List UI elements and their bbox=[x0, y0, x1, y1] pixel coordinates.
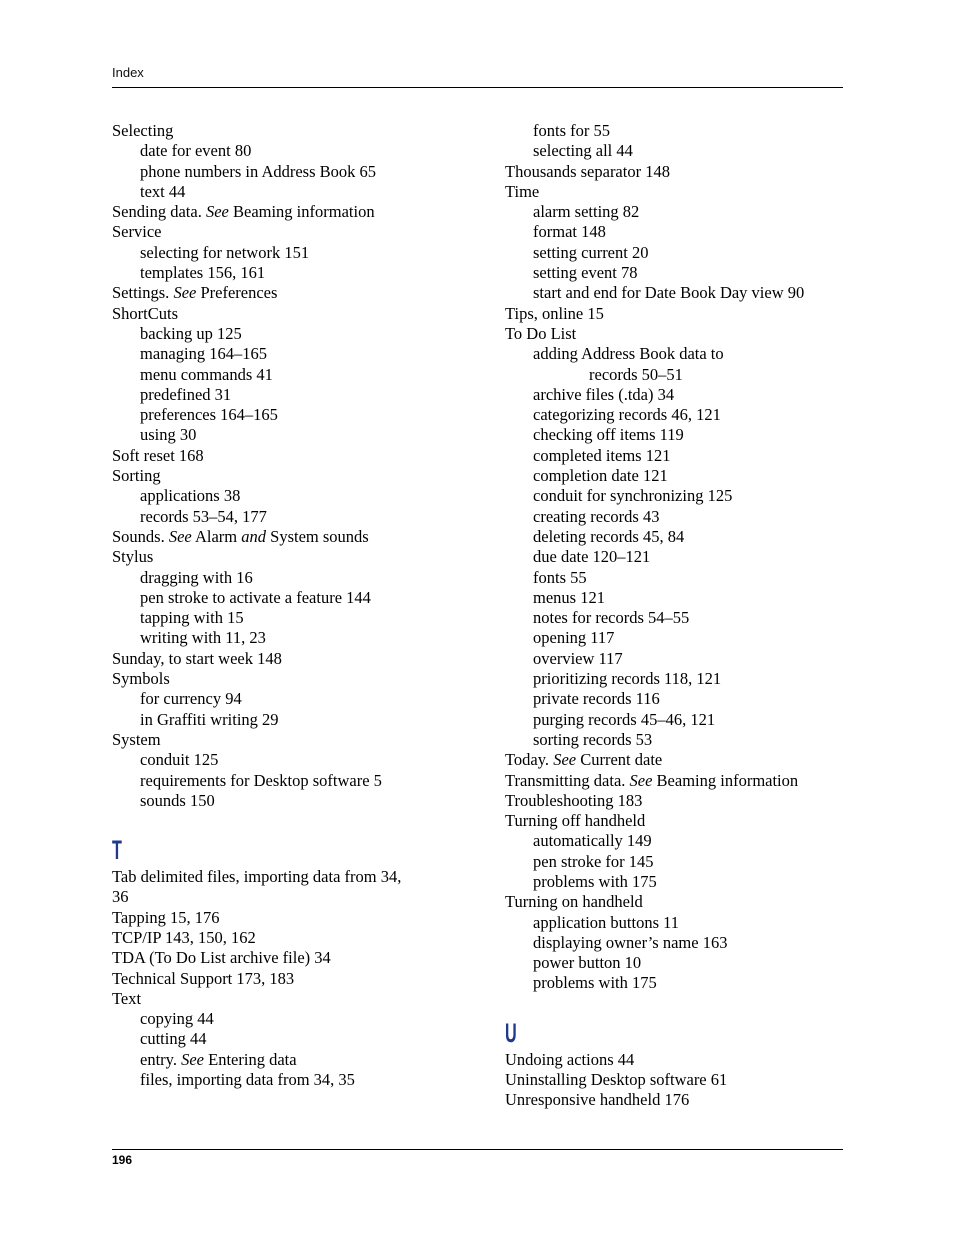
section-gap bbox=[505, 994, 850, 1016]
index-subentry: automatically 149 bbox=[533, 831, 652, 851]
index-subentry: setting current 20 bbox=[533, 242, 649, 262]
index-entry: Sorting bbox=[112, 466, 161, 486]
index-entry-continuation: records 50–51 bbox=[589, 364, 683, 384]
index-subentry: for currency 94 bbox=[140, 689, 242, 709]
index-subentry: backing up 125 bbox=[140, 323, 242, 343]
index-subentry: records 53–54, 177 bbox=[140, 506, 267, 526]
index-subentry: adding Address Book data to bbox=[533, 344, 724, 364]
index-subentry: tapping with 15 bbox=[140, 608, 244, 628]
index-subentry: menu commands 41 bbox=[140, 364, 273, 384]
index-subentry: fonts 55 bbox=[533, 567, 587, 587]
index-subentry: using 30 bbox=[140, 425, 197, 445]
index-entry: Selecting bbox=[112, 121, 174, 140]
index-subentry: categorizing records 46, 121 bbox=[533, 405, 721, 425]
index-subentry: in Graffiti writing 29 bbox=[140, 709, 279, 729]
group-s1 bbox=[112, 121, 457, 202]
index-entry: Turning off handheld bbox=[505, 811, 646, 831]
index-entry-sounds: Sounds. See Alarm and System sounds bbox=[112, 526, 369, 546]
index-entry: To Do List bbox=[505, 323, 577, 343]
index-entry: Text bbox=[112, 988, 142, 1008]
index-entry: Unresponsive handheld 176 bbox=[505, 1090, 690, 1110]
group-r2 bbox=[505, 385, 850, 750]
index-entry: Service bbox=[112, 222, 162, 242]
index-column-left bbox=[112, 121, 457, 1090]
group-u1 bbox=[505, 1050, 850, 1111]
index-subentry: menus 121 bbox=[533, 587, 605, 607]
index-subentry: text 44 bbox=[140, 181, 186, 201]
index-subentry: conduit for synchronizing 125 bbox=[533, 486, 733, 506]
index-entry: System bbox=[112, 729, 161, 749]
index-subentry: predefined 31 bbox=[140, 384, 232, 404]
index-entry: Uninstalling Desktop software 61 bbox=[505, 1070, 728, 1090]
section-letter-u: U bbox=[505, 1017, 517, 1048]
index-subentry: sorting records 53 bbox=[533, 729, 653, 749]
index-subentry: writing with 11, 23 bbox=[140, 628, 266, 648]
index-subentry: sounds 150 bbox=[140, 790, 215, 810]
group-r3 bbox=[505, 791, 850, 994]
index-subentry: problems with 175 bbox=[533, 973, 657, 993]
index-entry: Tips, online 15 bbox=[505, 303, 604, 323]
page-number: 196 bbox=[112, 1153, 133, 1167]
index-subentry: files, importing data from 34, 35 bbox=[140, 1070, 355, 1090]
section-gap bbox=[112, 811, 457, 833]
index-subentry: conduit 125 bbox=[140, 750, 219, 770]
index-subentry: start and end for Date Book Day view 90 bbox=[533, 283, 805, 303]
index-entry-settings: Settings. See Preferences bbox=[112, 283, 278, 303]
index-entry: Thousands separator 148 bbox=[505, 161, 670, 181]
index-entry: TCP/IP 143, 150, 162 bbox=[112, 927, 256, 947]
index-subentry: selecting for network 151 bbox=[140, 242, 310, 262]
group-t1 bbox=[112, 867, 457, 1050]
index-entry: Troubleshooting 183 bbox=[505, 790, 643, 810]
group-r1 bbox=[505, 121, 850, 365]
group-s4 bbox=[112, 547, 457, 811]
footer-rule bbox=[112, 1149, 843, 1150]
index-subentry: dragging with 16 bbox=[140, 567, 253, 587]
index-subentry: phone numbers in Address Book 65 bbox=[140, 161, 377, 181]
index-entry-sending-data: Sending data. See Beaming information bbox=[112, 202, 375, 222]
group-t2 bbox=[112, 1070, 457, 1090]
index-subentry: deleting records 45, 84 bbox=[533, 526, 685, 546]
index-subentry: cutting 44 bbox=[140, 1029, 207, 1049]
index-entry: Sunday, to start week 148 bbox=[112, 648, 282, 668]
index-subentry: templates 156, 161 bbox=[140, 263, 266, 283]
index-subentry: archive files (.tda) 34 bbox=[533, 384, 675, 404]
index-subentry: overview 117 bbox=[533, 648, 623, 668]
index-entry: Tab delimited files, importing data from 34, bbox=[112, 867, 402, 887]
index-subentry: opening 117 bbox=[533, 628, 615, 648]
index-entry: Tapping 15, 176 bbox=[112, 907, 220, 927]
running-header: Index bbox=[112, 65, 144, 80]
index-entry: ShortCuts bbox=[112, 303, 179, 323]
index-subentry: pen stroke to activate a feature 144 bbox=[140, 587, 371, 607]
index-column-right bbox=[505, 121, 850, 1111]
index-subentry: checking off items 119 bbox=[533, 425, 684, 445]
index-entry: TDA (To Do List archive file) 34 bbox=[112, 948, 331, 968]
index-subentry: format 148 bbox=[533, 222, 606, 242]
index-entry: Time bbox=[505, 181, 540, 201]
index-subentry: completed items 121 bbox=[533, 445, 671, 465]
index-subentry: setting event 78 bbox=[533, 263, 638, 283]
index-subentry: selecting all 44 bbox=[533, 141, 633, 161]
index-subentry: displaying owner’s name 163 bbox=[533, 932, 728, 952]
index-entry: Stylus bbox=[112, 547, 154, 567]
index-subentry: notes for records 54–55 bbox=[533, 608, 690, 628]
index-subentry: applications 38 bbox=[140, 486, 241, 506]
index-subentry: pen stroke for 145 bbox=[533, 851, 654, 871]
index-subentry: private records 116 bbox=[533, 689, 660, 709]
index-entry: 36 bbox=[112, 887, 129, 907]
index-subentry: purging records 45–46, 121 bbox=[533, 709, 716, 729]
index-entry-text-entry: entry. See Entering data bbox=[140, 1049, 297, 1069]
index-subentry: requirements for Desktop software 5 bbox=[140, 770, 382, 790]
group-s2 bbox=[112, 222, 457, 283]
index-subentry: creating records 43 bbox=[533, 506, 660, 526]
index-subentry: prioritizing records 118, 121 bbox=[533, 669, 722, 689]
index-subentry: fonts for 55 bbox=[533, 121, 610, 140]
index-subentry: alarm setting 82 bbox=[533, 202, 640, 222]
index-subentry: application buttons 11 bbox=[533, 912, 680, 932]
index-entry: Turning on handheld bbox=[505, 892, 643, 912]
index-subentry: due date 120–121 bbox=[533, 547, 651, 567]
index-entry-today: Today. See Current date bbox=[505, 750, 663, 770]
index-subentry: managing 164–165 bbox=[140, 344, 267, 364]
index-subentry: preferences 164–165 bbox=[140, 405, 278, 425]
index-entry: Undoing actions 44 bbox=[505, 1049, 635, 1069]
index-entry-transmitting: Transmitting data. See Beaming information bbox=[505, 770, 799, 790]
index-entry: Symbols bbox=[112, 669, 170, 689]
group-s3 bbox=[112, 304, 457, 527]
header-rule bbox=[112, 87, 843, 88]
index-subentry: problems with 175 bbox=[533, 871, 657, 891]
section-letter-t: T bbox=[112, 835, 122, 866]
index-subentry: completion date 121 bbox=[533, 466, 668, 486]
index-subentry: date for event 80 bbox=[140, 141, 252, 161]
index-subentry: power button 10 bbox=[533, 953, 642, 973]
index-entry: Technical Support 173, 183 bbox=[112, 968, 295, 988]
index-subentry: copying 44 bbox=[140, 1009, 214, 1029]
index-entry: Soft reset 168 bbox=[112, 445, 204, 465]
